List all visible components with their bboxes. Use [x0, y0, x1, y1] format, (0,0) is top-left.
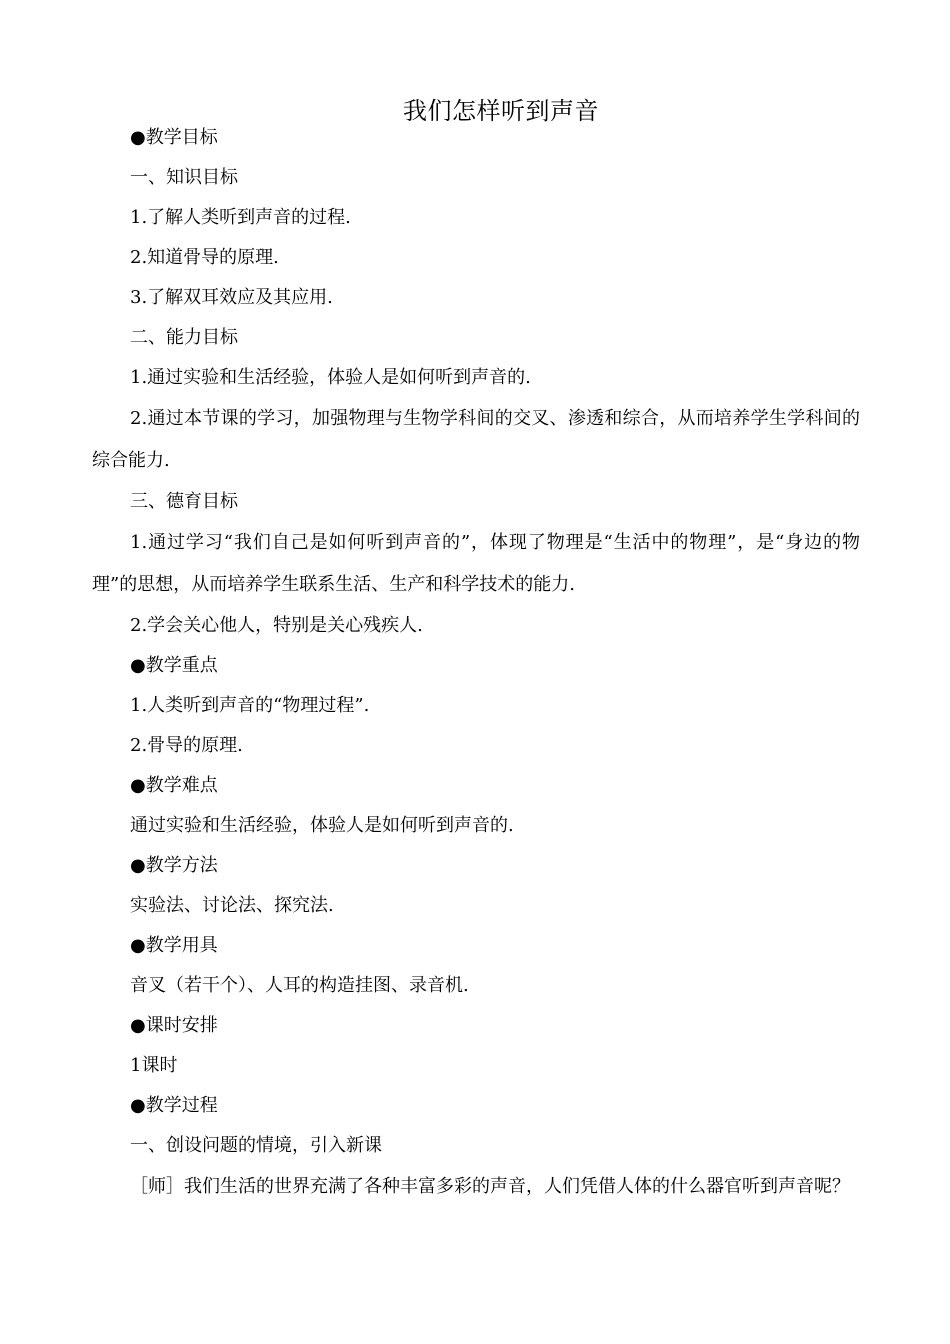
paragraph: 一、知识目标: [130, 167, 238, 188]
document-title: 我们怎样听到声音: [403, 97, 599, 125]
paragraph: 二、能力目标: [130, 327, 238, 348]
paragraph: 2.通过本节课的学习，加强物理与生物学科间的交叉、渗透和综合，从而培养学生学科间的综合能力.: [92, 408, 860, 471]
paragraph: 1.通过学习“我们自己是如何听到声音的”，体现了物理是“生活中的物理”，是“身边的物理”的思想，从而培养学生联系生活、生产和科学技术的能力.: [92, 532, 860, 595]
paragraph: ●教学难点: [130, 775, 218, 796]
paragraph: 1.了解人类听到声音的过程.: [130, 207, 351, 228]
paragraph: 三、德育目标: [130, 491, 238, 512]
paragraph: ●教学重点: [130, 655, 218, 676]
paragraph: 通过实验和生活经验，体验人是如何听到声音的.: [130, 815, 514, 836]
paragraph: ●教学用具: [130, 935, 218, 956]
paragraph: 1.人类听到声音的“物理过程”.: [130, 695, 370, 716]
paragraph: 3.了解双耳效应及其应用.: [130, 287, 333, 308]
paragraph: 一、创设问题的情境，引入新课: [130, 1135, 382, 1156]
paragraph: 实验法、讨论法、探究法.: [130, 895, 334, 916]
paragraph: ●教学方法: [130, 855, 218, 876]
document-body: [92, 118, 860, 1208]
paragraph: ●课时安排: [130, 1015, 218, 1036]
paragraph: 2.知道骨导的原理.: [130, 247, 279, 268]
paragraph: 2.学会关心他人，特别是关心残疾人.: [130, 615, 423, 636]
paragraph: 音叉（若干个）、人耳的构造挂图、录音机.: [130, 975, 469, 996]
paragraph: ［师］我们生活的世界充满了各种丰富多彩的声音，人们凭借人体的什么器官听到声音呢？: [130, 1176, 850, 1197]
paragraph: ●教学目标: [130, 127, 218, 148]
paragraph: 1.通过实验和生活经验，体验人是如何听到声音的.: [130, 367, 531, 388]
paragraph: 1课时: [130, 1055, 178, 1076]
paragraph: 2.骨导的原理.: [130, 735, 243, 756]
paragraph: ●教学过程: [130, 1095, 218, 1116]
